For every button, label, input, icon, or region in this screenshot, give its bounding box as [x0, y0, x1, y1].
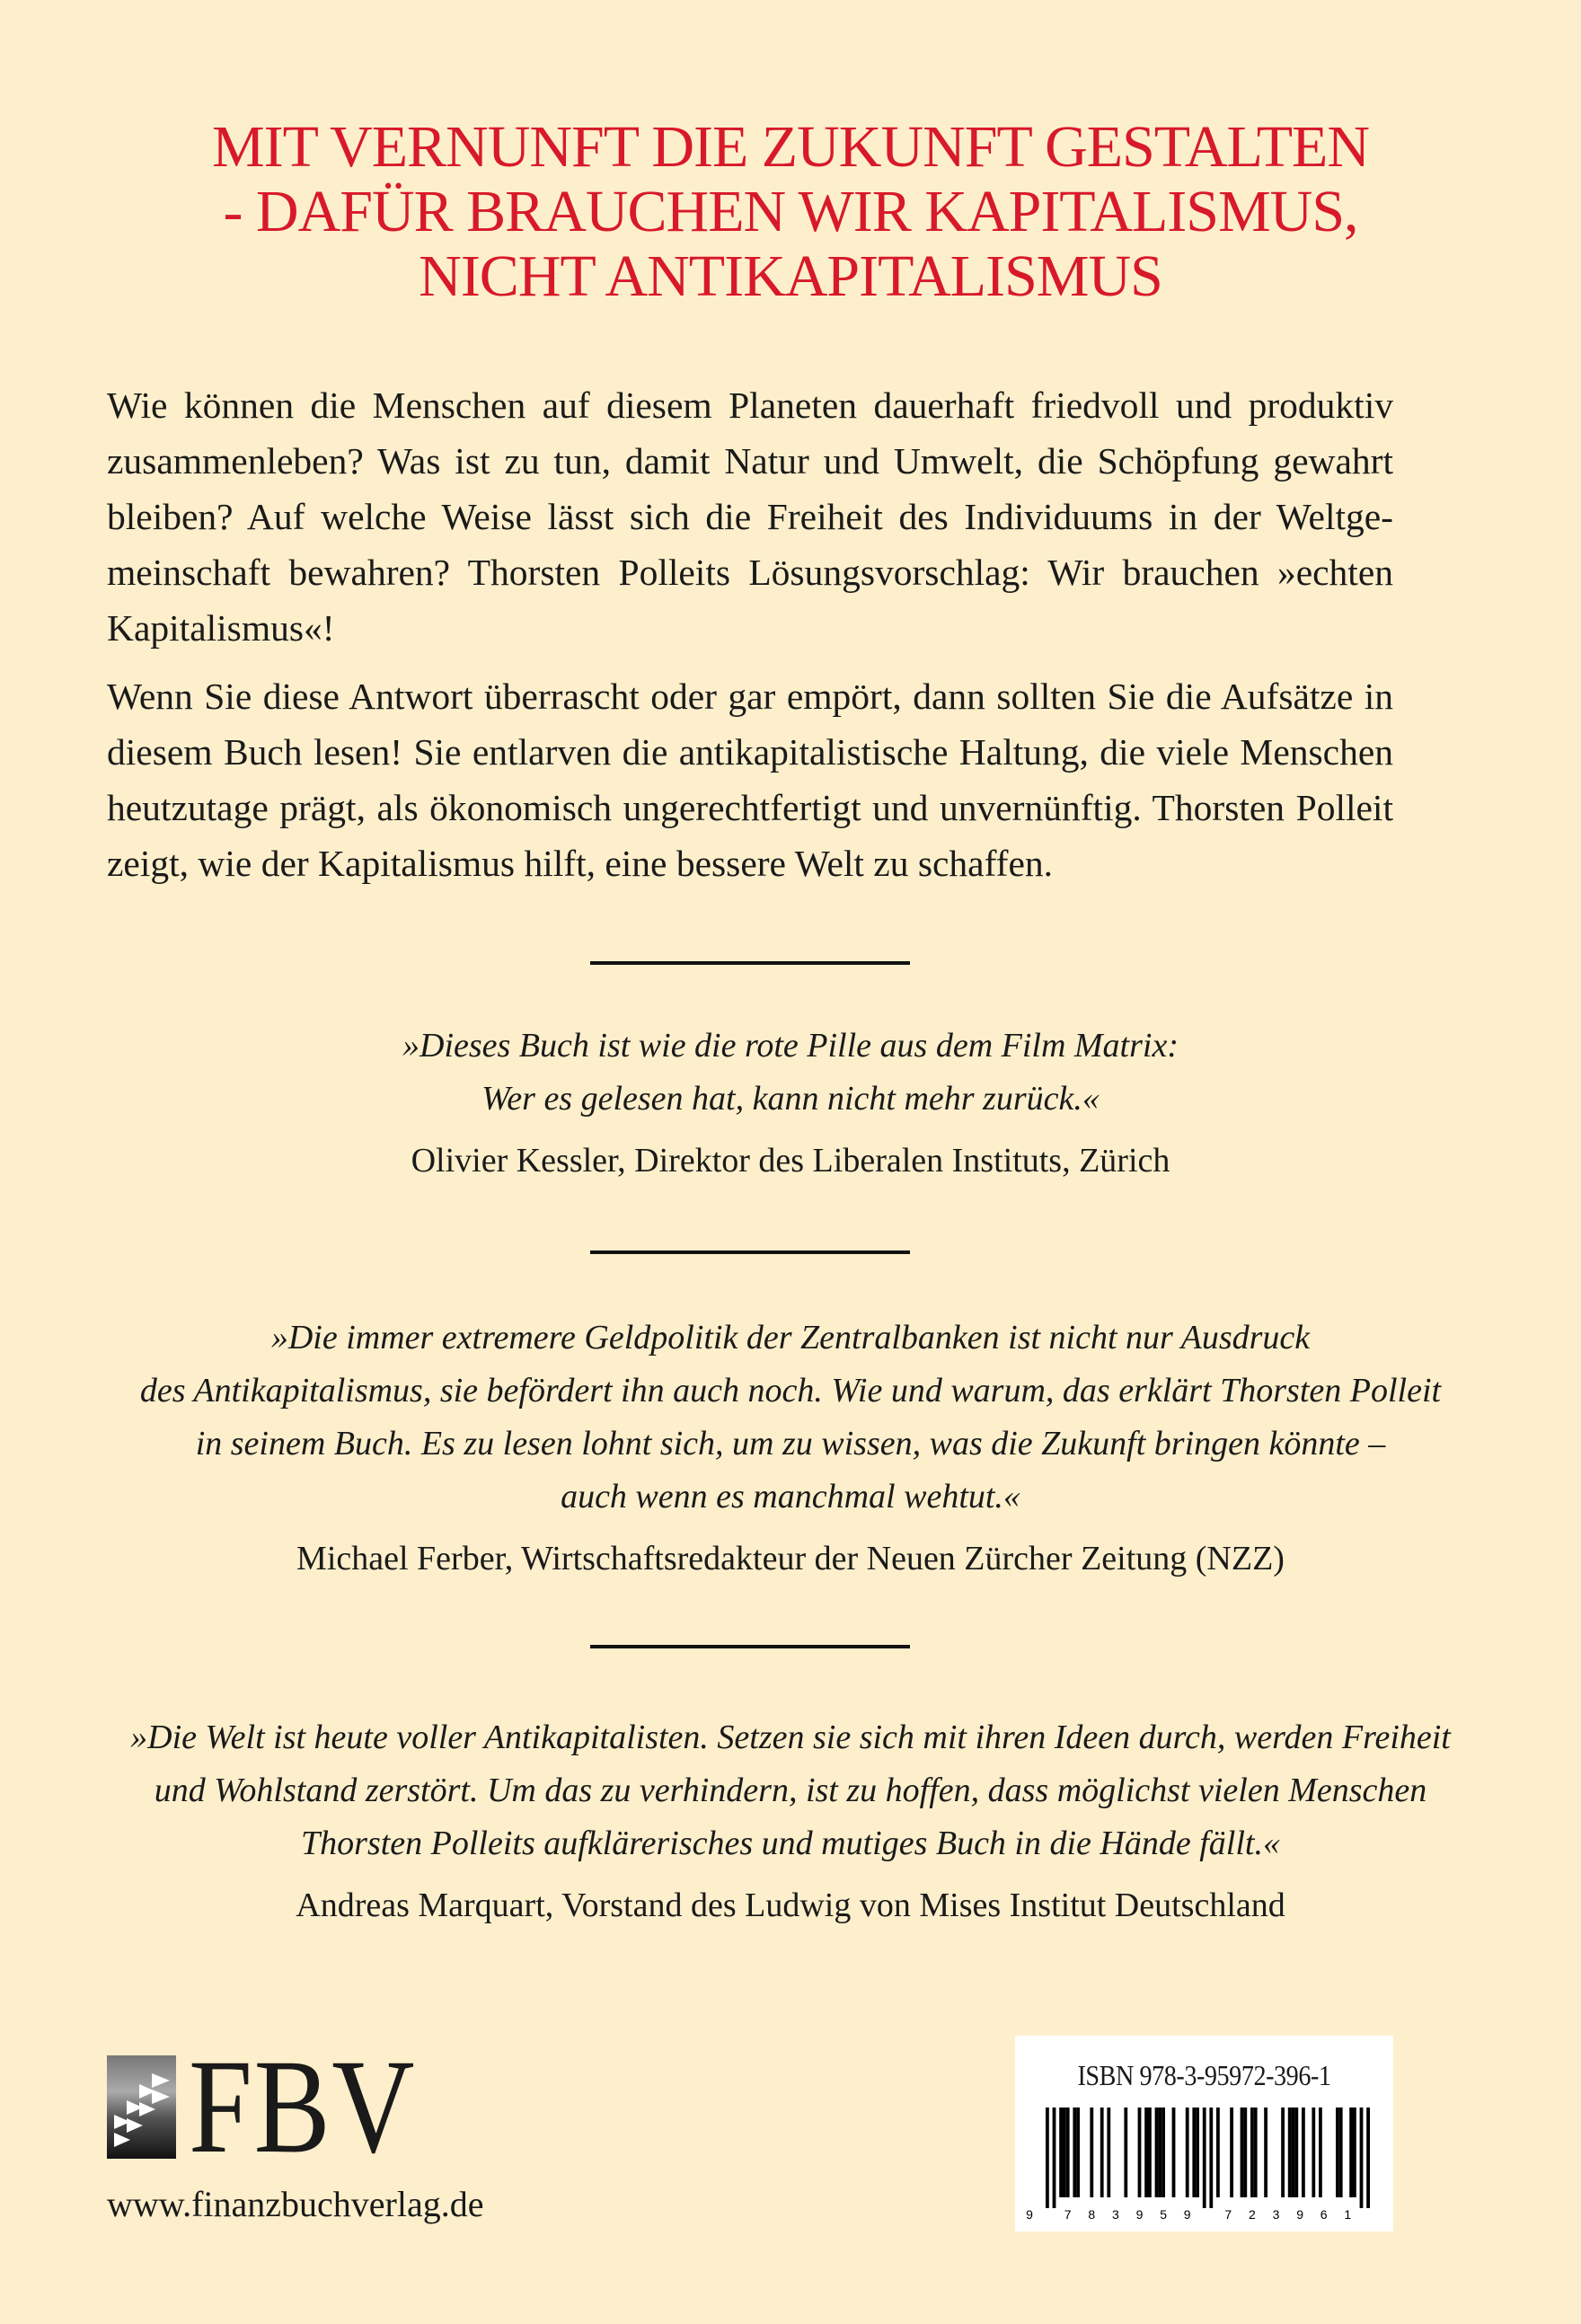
quote-line: »Die immer extremere Geldpolitik der Zentralbanken ist nicht nur Ausdruck	[270, 1319, 1311, 1356]
publisher-logo	[107, 2032, 456, 2181]
barcode-digit: 6	[1320, 2207, 1328, 2222]
barcode-digit: 8	[1088, 2207, 1096, 2222]
barcode-bar	[1294, 2108, 1298, 2197]
barcode-bar	[1203, 2108, 1206, 2208]
publisher-logo-text: FBV	[189, 2032, 417, 2181]
barcode-bar	[1053, 2108, 1056, 2208]
barcode-bar	[1144, 2108, 1148, 2197]
fbv-logo-mark-icon	[107, 2055, 176, 2159]
barcode-bar	[1066, 2108, 1070, 2197]
barcode-bar	[1281, 2108, 1285, 2197]
headline-line: MIT VERNUNFT DIE ZUKUNFT GESTALTEN	[211, 114, 1370, 180]
barcode-digit: 7	[1224, 2207, 1232, 2222]
quote-line: »Die Welt ist heute voller Antikapitalisten. Setzen sie sich mit ihren Ideen durch, werden Freiheit	[130, 1719, 1451, 1756]
blurb-text: Wenn Sie diese Antwort überrascht oder gar empört, dann sollten Sie die Aufsätze in diesem Buch lesen! Sie entlarven die antikapitalistische Haltung, die viele Menschen heutzutage prägt, als ökonomisch ungerechtfertigt und unvernünftig. Thorsten Polleit zeigt, wie der Kapitalismus hilft, eine bessere Welt zu schaffen.	[107, 676, 1393, 884]
barcode-digit: 9	[1296, 2207, 1303, 2222]
barcode-bar	[1059, 2108, 1063, 2197]
barcode-bar	[1076, 2108, 1080, 2197]
barcode-digit: 7	[1064, 2207, 1072, 2222]
barcode-bar	[1349, 2108, 1353, 2197]
barcode-bar	[1254, 2108, 1258, 2197]
barcode-bar	[1216, 2108, 1220, 2197]
barcode-bar	[1046, 2108, 1049, 2208]
barcode-bar	[1172, 2108, 1176, 2197]
quote-line: Thorsten Polleits aufklärerisches und mutiges Buch in die Hände fällt.«	[301, 1825, 1280, 1862]
barcode-bar	[1186, 2108, 1189, 2197]
divider	[590, 961, 910, 965]
blurb-paragraph-2	[107, 668, 1393, 891]
quote-attribution: Andreas Marquart, Vorstand des Ludwig von Mises Institut Deutschland	[296, 1887, 1285, 1924]
barcode-bar	[1288, 2108, 1292, 2197]
publisher-url[interactable]: www.finanzbuchverlag.de	[107, 2184, 484, 2224]
barcode-bar	[1366, 2108, 1370, 2208]
barcode-bar	[1090, 2108, 1093, 2197]
barcode-bar	[1264, 2108, 1267, 2197]
barcode-bar	[1241, 2108, 1244, 2197]
barcode-bar	[1250, 2108, 1254, 2197]
barcode-bar	[1161, 2108, 1165, 2197]
divider	[590, 1645, 910, 1648]
barcode-digit: 3	[1112, 2207, 1119, 2222]
barcode-bar	[1243, 2108, 1247, 2197]
quote-attribution: Michael Ferber, Wirtschaftsredakteur der Neuen Zürcher Zeitung (NZZ)	[296, 1540, 1285, 1577]
barcode-bar	[1209, 2108, 1213, 2208]
barcode-bar	[1107, 2108, 1110, 2197]
barcode-bar	[1158, 2108, 1161, 2197]
barcode-digit: 1	[1344, 2207, 1352, 2222]
barcode-bar	[1292, 2108, 1295, 2197]
barcode-bar	[1230, 2108, 1233, 2197]
headline-line: - DAFÜR BRAUCHEN WIR KAPITALISMUS,	[223, 179, 1358, 244]
barcode	[1026, 2108, 1385, 2224]
barcode-bar	[1073, 2108, 1076, 2197]
quote-1	[90, 1020, 1491, 1188]
barcode-bar	[1336, 2108, 1339, 2197]
isbn-label: ISBN 978-3-95972-396-1	[1077, 2059, 1331, 2091]
barcode-digit: 9	[1135, 2207, 1144, 2222]
barcode-bar	[1155, 2108, 1159, 2197]
quote-line: auch wenn es manchmal wehtut.«	[561, 1478, 1020, 1515]
quote-3	[90, 1711, 1491, 1932]
barcode-bar	[1360, 2108, 1364, 2208]
barcode-bar	[1138, 2108, 1142, 2197]
barcode-bar	[1312, 2108, 1315, 2197]
barcode-bar	[1339, 2108, 1343, 2197]
quote-2	[90, 1312, 1491, 1586]
quote-line: Wer es gelesen hat, kann nicht mehr zurück.«	[481, 1080, 1100, 1118]
quote-line: des Antikapitalismus, sie befördert ihn auch noch. Wie und warum, das erklärt Thorsten Polleit	[139, 1372, 1442, 1409]
quote-line: »Dieses Buch ist wie die rote Pille aus dem Film Matrix:	[402, 1027, 1179, 1065]
barcode-bar	[1063, 2108, 1066, 2197]
quote-line: in seinem Buch. Es zu lesen lohnt sich, um zu wissen, was die Zukunft bringen könnte –	[195, 1425, 1386, 1462]
barcode-bar	[1148, 2108, 1152, 2197]
barcode-bar	[1100, 2108, 1104, 2197]
barcode-bar	[1353, 2108, 1356, 2197]
barcode-digit: 5	[1160, 2207, 1167, 2222]
barcode-digit: 3	[1272, 2207, 1280, 2222]
barcode-bar	[1196, 2108, 1199, 2197]
headline-line: NICHT ANTIKAPITALISMUS	[419, 243, 1162, 309]
barcode-digit: 9	[1026, 2207, 1033, 2222]
barcode-bar	[1302, 2108, 1305, 2197]
blurb-paragraph-1	[107, 377, 1393, 656]
quote-attribution: Olivier Kessler, Direktor des Liberalen Instituts, Zürich	[411, 1142, 1170, 1180]
divider	[590, 1250, 910, 1254]
barcode-bar	[1319, 2108, 1322, 2197]
isbn-barcode-block	[1015, 2036, 1393, 2231]
quote-line: und Wohlstand zerstört. Um das zu verhindern, ist zu hoffen, dass möglichst vielen Menschen	[154, 1772, 1427, 1809]
headline	[0, 115, 1581, 309]
barcode-digit: 2	[1249, 2207, 1256, 2222]
barcode-bar	[1192, 2108, 1196, 2197]
blurb-text: Wie können die Menschen auf diesem Planeten dauerhaft friedvoll und produktiv zusammenleben? Was ist zu tun, damit Natur und Umwelt, die Schöpfung gewahrt bleiben? Auf welche Weise lässt sich die Freiheit des Individuums in der Weltgemeinschaft bewahren? Thorsten Polleits Lösungsvorschlag: Wir brauchen »echten Kapitalismus«!	[107, 384, 1393, 649]
barcode-bar	[1124, 2108, 1127, 2197]
barcode-digit: 9	[1183, 2207, 1191, 2222]
